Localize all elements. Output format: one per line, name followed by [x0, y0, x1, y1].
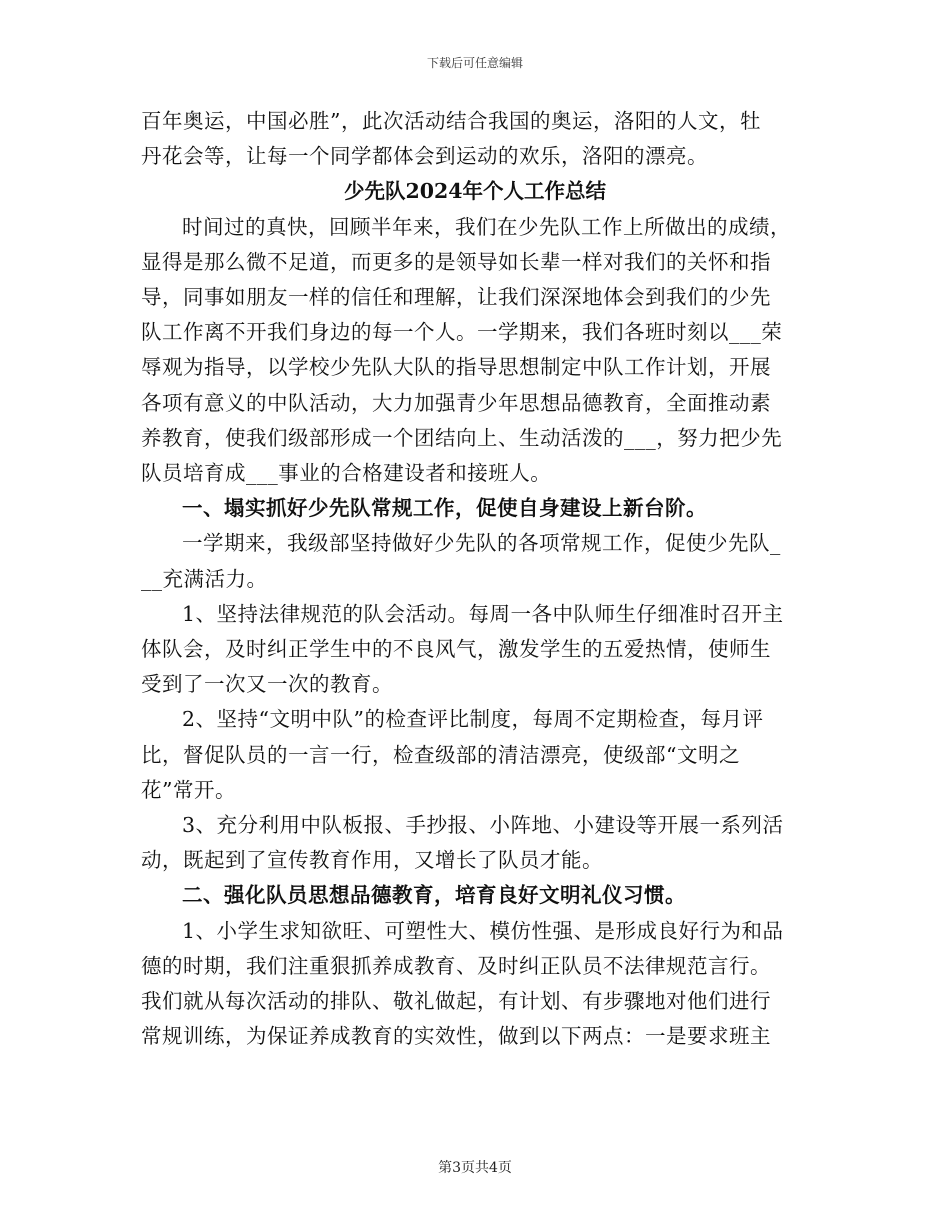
document-body — [141, 104, 809, 1054]
document-title: 少先队2024年个人工作总结 — [343, 179, 607, 204]
text-line: 德的时期，我们注重狠抓养成教育、及时纠正队员不法律规范言行。 — [141, 953, 771, 978]
paragraph-summary-intro-cont — [141, 245, 809, 491]
section-heading-1: 一、塌实抓好少先队常规工作，促使自身建设上新台阶。 — [182, 496, 707, 521]
paragraph-item-2 — [141, 702, 809, 737]
paragraph-section1-intro-cont — [141, 562, 809, 597]
paragraph-section1-intro — [141, 526, 809, 561]
text-line: 体队会，及时纠正学生中的不良风气，激发学生的五爱热情，使师生 — [141, 637, 771, 662]
paragraph-item-3-cont — [141, 843, 809, 878]
text-line: 2、坚持“文明中队”的检查评比制度，每周不定期检查，每月评 — [182, 707, 764, 732]
text-line: 辱观为指导，以学校少先队大队的指导思想制定中队工作计划，开展 — [141, 355, 771, 380]
paragraph-summary-intro — [141, 210, 809, 245]
text-line: 导，同事如朋友一样的信任和理解，让我们深深地体会到我们的少先 — [141, 285, 771, 310]
text-line: 我们就从每次活动的排队、敬礼做起，有计划、有步骤地对他们进行 — [141, 989, 771, 1014]
paragraph-section2-item-1-cont — [141, 949, 809, 1055]
section-heading-2: 二、强化队员思想品德教育，培育良好文明礼仪习惯。 — [182, 883, 686, 908]
text-line: 队工作离不开我们身边的每一个人。一学期来，我们各班时刻以___荣 — [141, 320, 783, 345]
text-line: 比，督促队员的一言一行，检查级部的清洁漂亮，使级部“文明之 — [141, 742, 740, 767]
text-line: 花”常开。 — [141, 777, 236, 802]
paragraph-item-1 — [141, 597, 809, 632]
text-line: 各项有意义的中队活动，大力加强青少年思想品德教育，全面推动素 — [141, 390, 771, 415]
paragraph-item-1-cont — [141, 632, 809, 702]
text-line: 一学期来，我级部坚持做好少先队的各项常规工作，促使少先队_ — [182, 531, 781, 556]
text-line: 时间过的真快，回顾半年来，我们在少先队工作上所做出的成绩， — [182, 214, 791, 239]
text-line: 百年奥运，中国必胜”，此次活动结合我国的奥运，洛阳的人文，牡 — [141, 109, 761, 133]
text-line: 1、小学生求知欲旺、可塑性大、模仿性强、是形成良好行为和品 — [182, 918, 784, 943]
text-line: 1、坚持法律规范的队会活动。每周一各中队师生仔细准时召开主 — [182, 601, 784, 626]
text-line: 队员培育成___事业的合格建设者和接班人。 — [141, 461, 552, 486]
text-line: 受到了一次又一次的教育。 — [141, 672, 393, 697]
text-line: 养教育，使我们级部形成一个团结向上、生动活泼的___，努力把少先 — [141, 425, 783, 450]
page-header: 下载后可任意编辑 — [426, 56, 523, 70]
text-line: 显得是那么微不足道，而更多的是领导如长辈一样对我们的关怀和指 — [141, 249, 771, 274]
paragraph-item-3 — [141, 808, 809, 843]
paragraph-intro-continued — [141, 104, 809, 174]
text-line: __充满活力。 — [141, 566, 268, 591]
paragraph-item-2-cont — [141, 738, 809, 808]
page-footer: 第3页共4页 — [438, 1160, 512, 1176]
text-line: 常规训练，为保证养成教育的实效性，做到以下两点：一是要求班主 — [141, 1024, 771, 1049]
text-line: 动，既起到了宣传教育作用，又增长了队员才能。 — [141, 848, 603, 873]
text-line: 3、充分利用中队板报、手抄报、小阵地、小建设等开展一系列活 — [182, 813, 784, 838]
paragraph-section2-item-1 — [141, 914, 809, 949]
text-line: 丹花会等，让每一个同学都体会到运动的欢乐，洛阳的漂亮。 — [141, 144, 708, 169]
